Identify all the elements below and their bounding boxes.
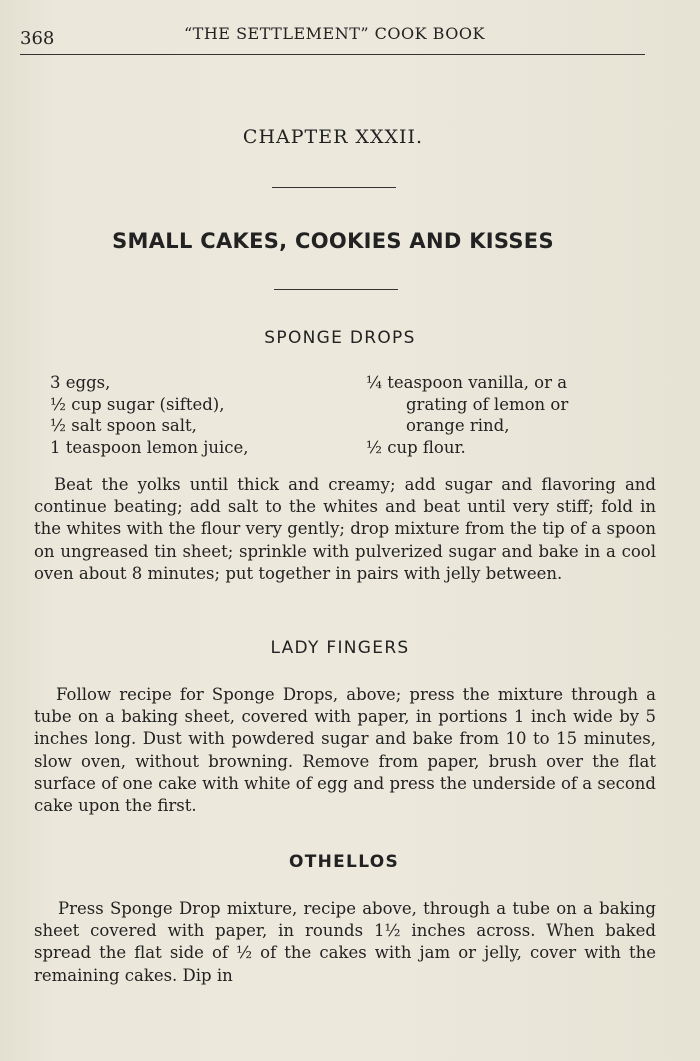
page-header bbox=[20, 18, 645, 54]
ingredients-left-column bbox=[50, 372, 350, 458]
recipe-title-lady-fingers: LADY FINGERS bbox=[270, 638, 410, 658]
recipe-instructions-othellos bbox=[34, 898, 656, 987]
ingredient-item: grating of lemon or bbox=[406, 394, 569, 414]
instructions-text: Follow recipe for Sponge Drops, above; press the mixture through a tube on a baking sheet, covered with paper, in portions 1 inch wide by 5 inches long. Dust with powdered sugar and bake from 10 to 15 minutes, slow oven, without browning. Remove from paper, brush over the flat surface of one cake with white of egg and press the underside of a second cake upon the first. bbox=[34, 685, 656, 816]
ingredient-item: ½ cup sugar (sifted), bbox=[50, 394, 225, 414]
instructions-text: Press Sponge Drop mixture, recipe above, through a tube on a baking sheet covered with paper, in rounds 1½ inches across. When baked spread the flat side of ½ of the cakes with jam or jelly, cover with the remaining cakes. Dip in bbox=[34, 899, 656, 985]
running-head: “THE SETTLEMENT” COOK BOOK bbox=[184, 24, 485, 43]
chapter-number: CHAPTER XXXII. bbox=[242, 126, 424, 148]
header-rule bbox=[20, 54, 645, 55]
ingredient-item: orange rind, bbox=[406, 416, 510, 436]
chapter-divider-bottom bbox=[274, 289, 398, 290]
recipe-instructions-sponge-drops bbox=[34, 474, 656, 585]
instructions-text: Beat the yolks until thick and creamy; add sugar and flavoring and continue beating; add salt to the whites and beat until very stiff; fold in the whites with the flour very gently; drop mixture from the tip of a spoon on ungreased tin sheet; sprinkle with pulverized sugar and bake in a cool oven about 8 minutes; put together in pairs with jelly between. bbox=[34, 475, 656, 583]
page-number: 368 bbox=[20, 28, 55, 49]
chapter-title: SMALL CAKES, COOKIES AND KISSES bbox=[112, 229, 554, 253]
recipe-title-othellos: OTHELLOS bbox=[288, 852, 400, 872]
ingredient-item: ¼ teaspoon vanilla, or a bbox=[366, 373, 568, 392]
ingredient-item: ½ salt spoon salt, bbox=[50, 416, 197, 436]
ingredient-item: 3 eggs, bbox=[50, 373, 111, 392]
ingredient-item: ½ cup flour. bbox=[366, 437, 466, 457]
chapter-divider-top bbox=[272, 187, 396, 188]
recipe-instructions-lady-fingers bbox=[34, 684, 656, 817]
recipe-title-sponge-drops: SPONGE DROPS bbox=[264, 328, 416, 348]
ingredient-item: 1 teaspoon lemon juice, bbox=[50, 437, 249, 457]
ingredients-right-column bbox=[366, 372, 636, 458]
